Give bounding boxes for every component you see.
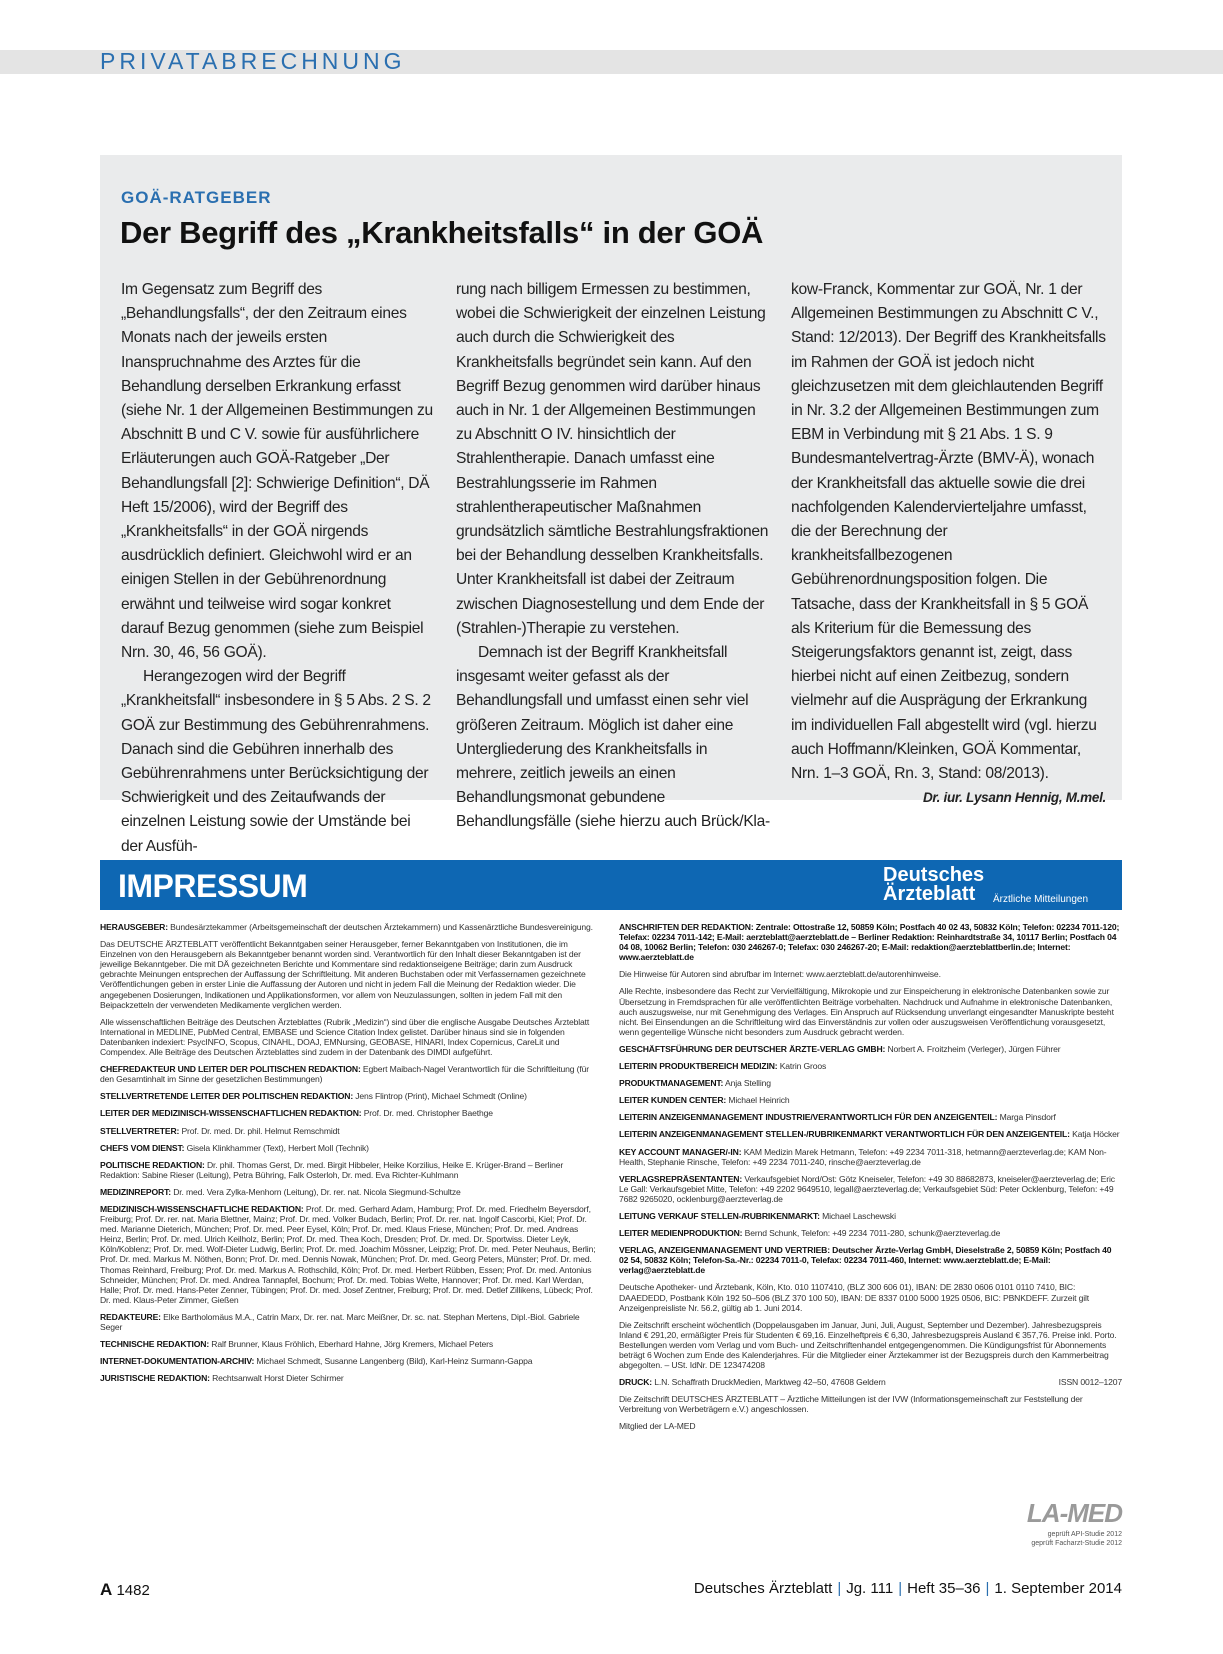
impressum-entry [619,1078,1122,1088]
lamed-seal [1000,1498,1122,1553]
impressum-entry [100,1339,603,1349]
impressum-entry [100,1160,603,1180]
impressum-entry [619,1211,1122,1221]
impressum-entry-text: KAM Medizin Marek Hetmann, Telefon: +49 2234 7011-318, hetmann@aerzteverlag.de; KAM Non-Health, Stephanie Rinsche, Telefon: +49 2234 7011-240, rinsche@aerzteverlag.de [619,1146,1107,1167]
impressum-entry-text: Die Zeitschrift erscheint wöchentlich (Doppelausgaben im Januar, Juni, Juli, August, September und Dezember). Jahresbezugspreis Inland € 291,20, ermäßigter Preis für Studenten € 69,16. Einzelheftpreis € 6,30, Jahresbezugspreis Ausland € 357,76. Preise inkl. Porto. Bestellungen werden vom Verlag und vom Buch- und Zeitschriftenhandel entgegengenommen. Die Kündigungsfrist für Abonnements beträgt 6 Wochen zum Ende des Kalenderjahres. Für die Mitglieder einer Ärztekammer ist der Bezugspreis durch den Kammerbeitrag abgegolten. – USt. IdNr. DE 123474208 [619,1319,1117,1371]
impressum-entry-text: Michael Heinrich [726,1095,790,1106]
impressum-entry-heading: CHEFREDAKTEUR UND LEITER DER POLITISCHEN REDAKTION: [100,1064,361,1075]
impressum-entry [619,922,1122,962]
impressum-entry-heading: VERLAG, ANZEIGENMANAGEMENT UND VERTRIEB: Deutscher Ärzte-Verlag GmbH, Dieselstraße 2, 50859 Köln; Postfach 40 02 54, 50832 Köln; Telefon-Sa.-Nr.: 02234 7011-0, Telefax: 02234 7011-460, Internet: www.aerzteblatt.de; E-Mail: verlag@aerzteblatt.de [619,1245,1112,1276]
paragraph: rung nach billigem Ermessen zu bestimmen, wobei die Schwierigkeit der einzelnen Leistung auch durch die Schwierigkeit des Krankheitsfalls begründet sein kann. Auf den Begriff Bezug genommen wird darüber hinaus auch in Nr. 1 der Allgemeinen Bestimmungen zu Abschnitt O IV. hinsichtlich der Strahlentherapie. Danach umfasst eine Bestrahlungsserie im Rahmen strahlentherapeutischer Maßnahmen grundsätzlich sämtliche Bestrahlungsfraktionen bei der Behandlung desselben Krankheitsfalls. Unter Krankheitsfall ist dabei der Zeitraum zwischen Diagnosestellung und dem Ende der (Strahlen-)Therapie zu verstehen. [456,281,769,637]
impressum-entry-heading: HERAUSGEBER: [100,922,168,932]
impressum-entry-text: Gisela Klinkhammer (Text), Herbert Moll (Technik) [184,1142,369,1153]
impressum-entry [100,1356,603,1366]
impressum-entry [619,1394,1122,1414]
impressum-entry-text: Elke Bartholomäus M.A., Catrin Marx, Dr. rer. nat. Marc Meißner, Dr. sc. nat. Stephan Mertens, Dipl.-Biol. Gabriele Seger [100,1311,580,1332]
impressum-title: IMPRESSUM [118,868,308,904]
impressum-entry [100,1126,603,1136]
lamed-logo: LA-MED [1026,1498,1122,1528]
impressum-entry-heading: LEITERIN ANZEIGENMANAGEMENT INDUSTRIE/VERANTWORTLICH FÜR DEN ANZEIGENTEIL: [619,1112,998,1123]
impressum-entry-text: Die Zeitschrift DEUTSCHES ÄRZTEBLATT – Ärztliche Mitteilungen ist der IVW (Informationsgemeinschaft zur Feststellung der Verbreitung von Werbeträgern e.V.) angeschlossen. [619,1394,1083,1415]
impressum-entry-text: Dr. phil. Thomas Gerst, Dr. med. Birgit Hibbeler, Heike Korzilius, Heike E. Krüger-Brand – Berliner Redaktion: Sabine Rieser (Leitung), Petra Bühring, Falk Osterloh, Dr. med. Eva Richter-Kuhlmann [100,1159,564,1180]
impressum-entry-heading: REDAKTEURE: [100,1311,161,1322]
impressum-entry [619,969,1122,979]
page-number [100,1580,150,1600]
impressum-entry [619,1112,1122,1122]
impressum-entry-text: Katja Höcker [1069,1129,1120,1140]
article-kicker: GOÄ-RATGEBER [121,188,272,207]
impressum-entry [619,1095,1122,1105]
impressum-entry [100,1064,603,1084]
impressum-entry-heading: STELLVERTRETER: [100,1125,180,1136]
lamed-line-1: geprüft API-Studie 2012 [1047,1531,1122,1538]
impressum-entry-heading: ANSCHRIFTEN DER REDAKTION: Zentrale: Ottostraße 12, 50859 Köln; Postfach 40 02 43, 50832 Köln; Telefon: 02234 7011-120; Telefax: 02234 7011-142; E-Mail: aerzteblatt@aerzteblatt.de – Berliner Redaktion: Reinhardtstraße 34, 10117 Berlin; Postfach 04 04 08, 10062 Berlin; Telefon: 030 246267-0; Telefax: 030 246267-20; E-Mail: redaktion@aerzteblattberlin.de; Internet: www.aerzteblatt.de [619,922,1120,963]
impressum-entry-heading: POLITISCHE REDAKTION: [100,1159,205,1170]
impressum-entry-heading: LEITER KUNDEN CENTER: [619,1095,727,1106]
impressum-entry [100,1187,603,1197]
page-prefix: A [100,1580,113,1599]
impressum-entry [619,1282,1122,1312]
impressum-entry-heading: KEY ACCOUNT MANAGER/-IN: [619,1146,742,1157]
impressum-entry-heading: TECHNISCHE REDAKTION: [100,1339,210,1350]
impressum-entry-heading: LEITERIN PRODUKTBEREICH MEDIZIN: [619,1061,778,1072]
logo-subtitle: Ärztliche Mitteilungen [993,894,1089,905]
journal-issue: Heft 35–36 [907,1580,981,1597]
impressum-entry-text: Alle Rechte, insbesondere das Recht zur Vervielfältigung, Mikrokopie und zur Einspeicherung in elektronische Datenbanken sowie zur Übersetzung in Fremdsprachen für alle veröffentlichten Beiträge vorbehalten. Nachdruck und Aufnahme in elektronische Datenbanken, auch auszugsweise, nur mit Genehmigung des Verlages. Ein Anspruch auf Rücksendung unverlangt eingesandter Manuskripte besteht nicht. Bei Einsendungen an die Schriftleitung wird das Einverständnis zur vollen oder auszugsweisen Veröffentlichung vorausgesetzt, wenn gegenteilige Wünsche nicht besonders zum Ausdruck gebracht werden. [619,986,1114,1037]
impressum-entry-text: Bundesärztekammer (Arbeitsgemeinschaft der deutschen Ärztekammern) und Kassenärztliche Bundesvereinigung. [167,922,593,932]
impressum-entry [619,1228,1122,1238]
issn: ISSN 0012–1207 [1058,1377,1122,1388]
impressum-entry [100,1017,603,1057]
impressum-entry-text: Michael Laschewski [819,1210,896,1221]
impressum-right-column [619,922,1122,1439]
logo-line-1: Deutsches [883,864,985,886]
impressum-entry-text: Prof. Dr. med. Gerhard Adam, Hamburg; Prof. Dr. med. Friedhelm Beyersdorf, Freiburg; Prof. Dr. rer. nat. Maria Blettner, Mainz; Prof. Dr. med. Volker Budach, Berlin; Prof. Dr. rer. nat. Ingolf Cascorbi, Kiel; Prof. Dr. med. Marianne Dieterich, München; Prof. Dr. med. Peer Eysel, Köln; Prof. Dr. med. Klaus Friese, München; Prof. Dr. med. Andreas Heinz, Berlin; Prof. Dr. med. Ulrich Keilholz, Berlin; Prof. Dr. med. Thea Koch, Dresden; Prof. Dr. med. Dr. Sportwiss. Dieter Leyk, Köln/Koblenz; Prof. Dr. med. Wolf-Dieter Ludwig, Berlin; Prof. Dr. med. Joachim Mössner, Leipzig; Prof. Dr. med. Peter Neuhaus, Berlin; Prof. Dr. med. Markus M. Nöthen, Bonn; Prof. Dr. med. Dennis Nowak, München; Prof. Dr. med. Georg Peters, Münster; Prof. Dr. med. Thomas Reinhard, Freiburg; Prof. Dr. med. Markus A. Rothschild, Köln; Prof. Dr. med. Herbert Rübben, Essen; Prof. Dr. med. Antonius Schneider, München; Prof. Dr. med. Andrea Tannapfel, Bochum; Prof. Dr. med. Tobias Welte, Hannover; Prof. Dr. med. Karl Werdan, Halle; Prof. Dr. med. Hans-Peter Zenner, Tübingen; Prof. Dr. med. Josef Zentner, Freiburg; Prof. Dr. med. Detlef Zillikens, Lübeck; Prof. Dr. med. Klaus-Peter Zimmer, Gießen [100,1203,596,1305]
impressum-entry [100,1143,603,1153]
impressum-entry-heading: MEDIZINISCH-WISSENSCHAFTLICHE REDAKTION: [100,1203,304,1214]
journal-date: 1. September 2014 [994,1580,1122,1597]
impressum-entry-heading: JURISTISCHE REDAKTION: [100,1373,210,1384]
impressum-entry-heading: DRUCK: [619,1377,652,1388]
impressum-entry [619,1377,1122,1387]
impressum-left-column [100,922,603,1390]
impressum-entry [100,1108,603,1118]
impressum-entry-text: Dr. med. Vera Zylka-Menhorn (Leitung), Dr. rer. nat. Nicola Siegmund-Schultze [170,1186,461,1197]
impressum-entry [619,1129,1122,1139]
impressum-entry-heading: STELLVERTRETENDE LEITER DER POLITISCHEN REDAKTION: [100,1091,354,1102]
impressum-entry-text: Norbert A. Froitzheim (Verleger), Jürgen Führer [885,1043,1061,1054]
paragraph [791,278,1106,806]
impressum-entry-text: Das DEUTSCHE ÄRZTEBLATT veröffentlicht Bekanntgaben seiner Herausgeber, ferner Bekanntgaben von Institutionen, die im Einzelnen von den Herausgebern als Bekanntgeber benannt worden sind. Verantwortlich für den Inhalt dieser Bekanntgaben ist der jeweilige Bekanntgeber. Die mit DÄ gezeichneten Berichte und Kommentare sind redaktionseigene Beiträge; darin zum Ausdruck gebrachte Meinungen entsprechen der Auffassung der Schriftleitung. Mit anderen Buchstaben oder mit Verfassernamen gezeichnete Veröffentlichungen geben in erster Linie die Auffassung der Autoren und nicht in jedem Fall die Meinung der Redaktion wieder. Die angegebenen Dosierungen, Indikationen und Applikationsformen, vor allem von Neuzulassungen, sollten in jedem Fall mit den Beipackzetteln der verwendeten Medikamente verglichen werden. [100,939,586,1010]
impressum-entry-text: Ralf Brunner, Klaus Fröhlich, Eberhard Hahne, Jörg Kremers, Michael Peters [209,1339,493,1350]
aerzteblatt-logo [883,862,1119,908]
impressum-entry-heading: INTERNET-DOKUMENTATION-ARCHIV: [100,1356,255,1367]
paragraph: Herangezogen wird der Begriff „Krankheitsfall“ insbesondere in § 5 Abs. 2 S. 2 GOÄ zur Bestimmung des Gebührenrahmens. Danach sind die Gebühren innerhalb des Gebührenrahmens unter Berücksichtigung der Schwierigkeit und des Zeitaufwands der einzelnen Leistung sowie der Umstände bei der Ausfüh- [121,668,431,855]
impressum-entry [100,1091,603,1101]
article-column-1 [121,278,436,859]
paragraph: Demnach ist der Begriff Krankheitsfall insgesamt weiter gefasst als der Behandlungsfall und umfasst einen sehr viel größeren Zeitraum. Möglich ist daher eine Untergliederung des Krankheitsfalls in mehrere, zeitlich jeweils an einen Behandlungsmonat gebundene Behandlungsfälle (siehe hierzu auch Brück/Kla- [456,644,770,831]
impressum-entry-text: Verkaufsgebiet Nord/Ost: Götz Kneiseler, Telefon: +49 30 88682873, kneiseler@aerzteverlag.de; Eric Le Gall: Verkaufsgebiet Mitte, Telefon: +49 2202 9649510, legall@aerzteverlag.de; Verkaufsgebiet Süd: Peter Ocklenburg, Telefon: +49 7682 9265020, ocklenburg@aerzteverlag.de [619,1173,1115,1204]
impressum-entry-heading: GESCHÄFTSFÜHRUNG DER DEUTSCHER ÄRZTE-VERLAG GMBH: [619,1043,886,1054]
impressum-entry-heading: CHEFS VOM DIENST: [100,1142,185,1153]
paragraph-text: kow-Franck, Kommentar zur GOÄ, Nr. 1 der Allgemeinen Bestimmungen zu Abschnitt C V., Stand: 12/2013). Der Begriff des Krankheitsfalls im Rahmen der GOÄ ist jedoch nicht gleichzusetzen mit dem gleichlautenden Begriff in Nr. 3.2 der Allgemeinen Bestimmungen zum EBM in Verbindung mit § 21 Abs. 1 S. 9 Bundesmantelvertrag-Ärzte (BMV-Ä), wonach der Krankheitsfall das aktuelle sowie die drei nachfolgenden Kalendervierteljahre umfasst, die der Berechnung der krankheitsfallbezogenen Gebührenordnungsposition folgen. Die Tatsache, dass der Krankheitsfall in § 5 GOÄ als Kriterium für die Bemessung des Steigerungsfaktors genannt ist, zeigt, dass hierbei nicht auf einen Zeitbezug, sondern vielmehr auf die Ausprägung der Erkrankung im individuellen Fall abgestellt wird (vgl. hierzu auch Hoffmann/Kleinken, GOÄ Kommentar, Nrn. 1–3 GOÄ, Rn. 3, Stand: 08/2013). [791,281,1106,783]
journal-info: Deutsches Ärzteblatt | Jg. 111 | Heft 35–36 | 1. September 2014 [693,1580,1122,1597]
article-column-2 [456,278,771,835]
impressum-entry [619,1421,1122,1431]
article-headline: Der Begriff des „Krankheitsfalls“ in der GOÄ [120,215,764,250]
paragraph: Im Gegensatz zum Begriff des „Behandlungsfalls“, der den Zeitraum eines Monats nach der jeweils ersten Inanspruchnahme des Arztes für die Behandlung derselben Erkrankung erfasst (siehe Nr. 1 der Allgemeinen Bestimmungen zu Abschnitt B und C V. sowie für ausführlichere Erläuterungen auch GOÄ-Ratgeber „Der Behandlungsfall [2]: Schwierige Definition“, DÄ Heft 15/2006), wird der Begriff des „Krankheitsfalls“ in der GOÄ nirgends ausdrücklich definiert. Gleichwohl wird er an einigen Stellen in der Gebührenordnung erwähnt und teilweise wird sogar konkret darauf Bezug genommen (siehe zum Beispiel Nrn. 30, 46, 56 GOÄ). [121,281,433,662]
impressum-entry-heading: LEITER MEDIENPRODUKTION: [619,1228,743,1239]
impressum-entry [619,1061,1122,1071]
impressum-entry-text: Katrin Groos [777,1061,827,1072]
logo-line-2: Ärzteblatt [883,883,976,905]
journal-name: Deutsches Ärzteblatt [693,1580,833,1597]
journal-volume: Jg. 111 [846,1580,894,1597]
impressum-entry [100,922,603,932]
impressum-entry-text: Michael Schmedt, Susanne Langenberg (Bild), Karl-Heinz Surmann-Gappa [254,1356,533,1367]
impressum-entry [619,1320,1122,1370]
impressum-entry [619,986,1122,1036]
impressum-entry-heading: LEITUNG VERKAUF STELLEN-/RUBRIKENMARKT: [619,1210,820,1221]
page-number-value: 1482 [116,1582,150,1599]
impressum-entry-text: Deutsche Apotheker- und Ärztebank, Köln, Kto. 010 1107410, (BLZ 300 606 01), IBAN: DE 2830 0606 0101 0110 7410, BIC: DAAEDEDD, Postbank Köln 192 50–506 (BLZ 370 100 50), IBAN: DE 8337 0100 5000 1925 0506, BIC: PBNKDEFF. Zurzeit gilt Anzeigenpreisliste Nr. 56.2, gültig ab 1. Juni 2014. [619,1282,1090,1313]
impressum-entry-heading: LEITER DER MEDIZINISCH-WISSENSCHAFTLICHEN REDAKTION: [100,1108,362,1119]
impressum-entry [100,1204,603,1305]
impressum-entry [619,1147,1122,1167]
author-byline: Dr. iur. Lysann Hennig, M.mel. [922,790,1106,806]
impressum-entry [619,1174,1122,1204]
impressum-entry-text: Prof. Dr. med. Dr. phil. Helmut Remschmidt [179,1125,340,1136]
impressum-entry-text: Egbert Maibach-Nagel Verantwortlich für die Schriftleitung (für den Gesamtinhalt im Sinne der gesetzlichen Bestimmungen) [100,1064,589,1085]
impressum-entry-text: Alle wissenschaftlichen Beiträge des Deutschen Ärzteblattes (Rubrik „Medizin“) sind über die englische Ausgabe Deutsches Ärzteblatt International in MEDLINE, PubMed Central, EMBASE und Science Citation Index gelistet. Darüber hinaus sind sie in folgenden Datenbanken indexiert: PsycINFO, Scopus, CINAHL, DOAJ, EMNursing, GEOBASE, HINARI, Index Copernicus, CareLit und Compendex. Alle Beiträge des Deutschen Ärzteblattes sind zudem in der Datenbank des DIMDI aufgeführt. [100,1016,590,1058]
impressum-entry-heading: LEITERIN ANZEIGENMANAGEMENT STELLEN-/RUBRIKENMARKT VERANTWORTLICH FÜR DEN ANZEIGENTEIL: [619,1129,1070,1140]
impressum-entry-heading: VERLAGSREPRÄSENTANTEN: [619,1173,743,1184]
section-label: PRIVATABRECHNUNG [100,48,406,74]
impressum-entry-text: Die Hinweise für Autoren sind abrufbar im Internet: www.aerzteblatt.de/autorenhinweise. [619,969,941,980]
impressum-entry-text: Jens Flintrop (Print), Michael Schmedt (Online) [353,1091,527,1102]
article-column-3 [791,278,1106,810]
impressum-entry [100,939,603,1010]
impressum-entry-text: Prof. Dr. med. Christopher Baethge [361,1108,493,1119]
impressum-entry-text: Bernd Schunk, Telefon: +49 2234 7011-280, schunk@aerzteverlag.de [742,1228,1001,1239]
impressum-entry-text: L.N. Schaffrath DruckMedien, Marktweg 42–50, 47608 Geldern [652,1377,886,1388]
impressum-entry-text: Marga Pinsdorf [997,1112,1056,1123]
lamed-line-2: geprüft Facharzt-Studie 2012 [1031,1540,1122,1547]
impressum-entry-text: Mitglied der LA-MED [619,1421,696,1432]
impressum-entry-heading: MEDIZINREPORT: [100,1186,171,1197]
impressum-entry [100,1312,603,1332]
impressum-entry [100,1373,603,1383]
impressum-entry-text: Rechtsanwalt Horst Dieter Schirmer [209,1373,344,1384]
impressum-entry [619,1245,1122,1275]
impressum-entry [619,1044,1122,1054]
impressum-entry-text: Anja Stelling [723,1078,771,1089]
impressum-entry-heading: PRODUKTMANAGEMENT: [619,1078,724,1089]
